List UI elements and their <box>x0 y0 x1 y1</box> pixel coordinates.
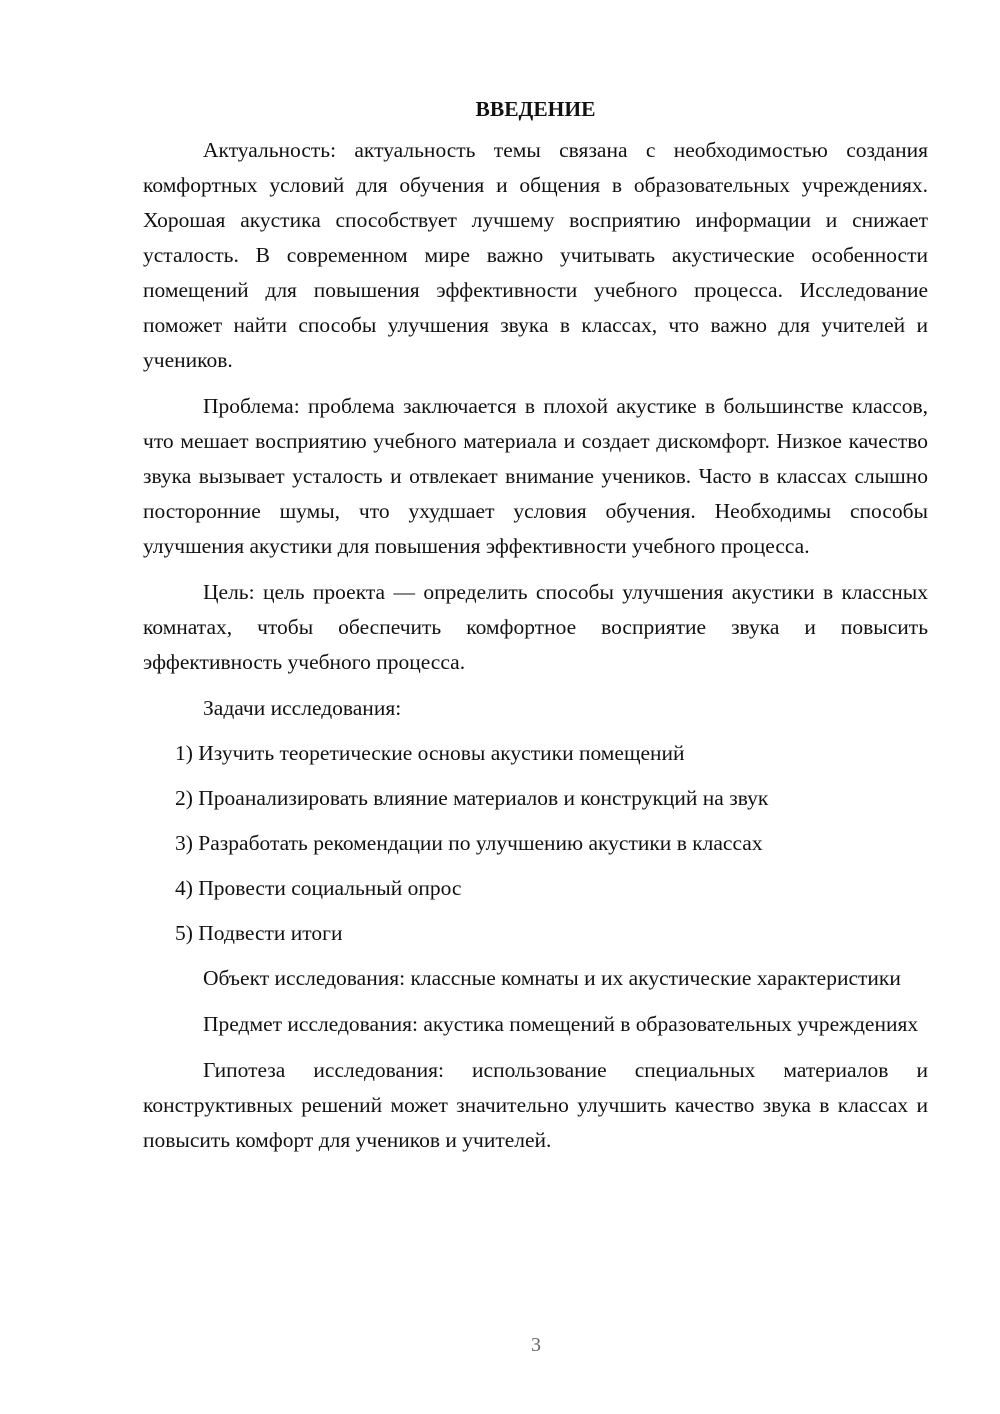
task-item-3: 3) Разработать рекомендации по улучшению акустики в классах <box>175 831 763 855</box>
page-content <box>143 92 928 1169</box>
tasks-heading: Задачи исследования: <box>203 696 402 720</box>
page-number: 3 <box>531 1334 541 1356</box>
paragraph-goal: Цель: цель проекта — определить способы улучшения акустики в классных комнатах, чтобы обеспечить комфортное восприятие звука и повысить эффективность учебного процесса. <box>143 580 928 674</box>
task-item-5: 5) Подвести итоги <box>175 921 343 945</box>
task-item-1: 1) Изучить теоретические основы акустики помещений <box>175 741 685 765</box>
task-list <box>143 736 928 951</box>
paragraph-object: Объект исследования: классные комнаты и их акустические характеристики <box>203 966 901 990</box>
task-item-4: 4) Провести социальный опрос <box>175 876 462 900</box>
page-title: ВВЕДЕНИЕ <box>475 97 596 121</box>
paragraph-relevance: Актуальность: актуальность темы связана с необходимостью создания комфортных условий для обучения и общения в образовательных учреждениях. Хорошая акустика способствует лучшему восприятию информации и снижает усталость. В современном мире важно учитывать акустические особенности помещений для повышения эффективности учебного процесса. Исследование поможет найти способы улучшения звука в классах, что важно для учителей и учеников. <box>143 138 928 372</box>
paragraph-hypothesis: Гипотеза исследования: использование специальных материалов и конструктивных решений может значительно улучшить качество звука в классах и повысить комфорт для учеников и учителей. <box>143 1058 928 1152</box>
paragraph-subject: Предмет исследования: акустика помещений в образовательных учреждениях <box>203 1012 919 1036</box>
task-item-2: 2) Проанализировать влияние материалов и конструкций на звук <box>175 786 769 810</box>
paragraph-problem: Проблема: проблема заключается в плохой акустике в большинстве классов, что мешает восприятию учебного материала и создает дискомфорт. Низкое качество звука вызывает усталость и отвлекает внимание учеников. Часто в классах слышно посторонние шумы, что ухудшает условия обучения. Необходимы способы улучшения акустики для повышения эффективности учебного процесса. <box>143 394 928 558</box>
